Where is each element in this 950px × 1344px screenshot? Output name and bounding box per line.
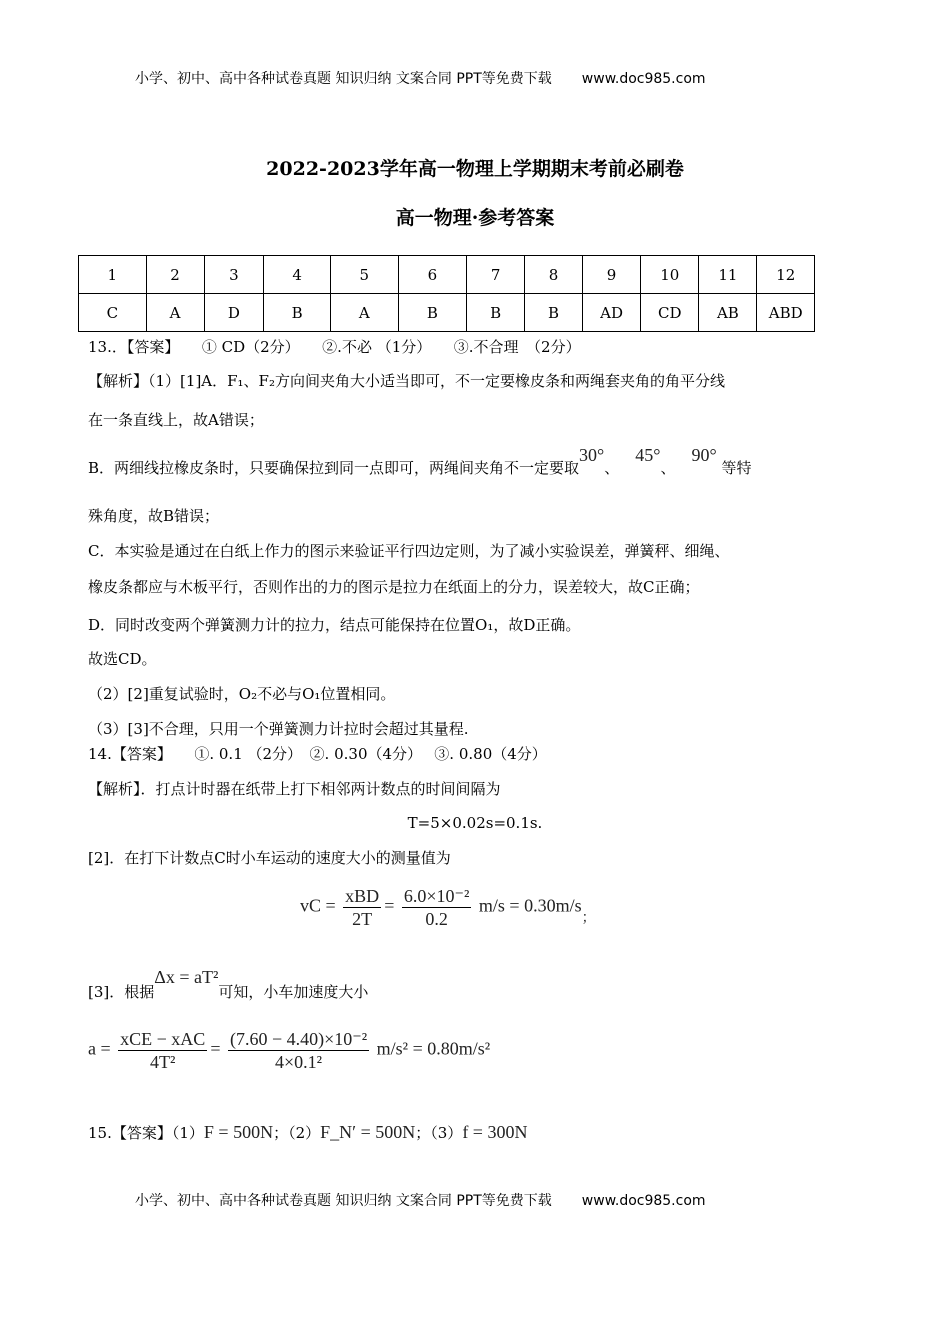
- q13-analysis-line: （2）[2]重复试验时，O₂不必与O₁位置相同。: [88, 685, 396, 703]
- fraction-numerator: 6.0×10⁻²: [403, 886, 470, 906]
- q13-analysis-line: B．两细线拉橡皮条时，只要确保拉到同一点即可，两绳间夹角不一定要取30°、45°、90° 等特: [88, 445, 752, 477]
- q13-answer: 13.．【答案】 ① CD（2分） ②.不必 （1分） ③.不合理 （2分）: [88, 338, 581, 356]
- question-number-cell: 2: [146, 256, 204, 294]
- text: B．两细线拉橡皮条时，只要确保拉到同一点即可，两绳间夹角不一定要取: [88, 459, 580, 477]
- q14-analysis-line: 【解析】．打点计时器在纸带上打下相邻两计数点的时间间隔为: [88, 780, 501, 798]
- q14-analysis-line: [88, 967, 369, 1002]
- footer-text: 小学、初中、高中各种试卷真题 知识归纳 文案合同 PPT等免费下载: [135, 1193, 552, 1209]
- question-number-cell: 6: [398, 256, 467, 294]
- page-header: [135, 69, 706, 89]
- part: （3）: [430, 1124, 463, 1142]
- question-number-cell: 7: [467, 256, 525, 294]
- text: 等特: [721, 459, 752, 477]
- document-title: 2022-2023学年高一物理上学期期末考前必刷卷: [266, 158, 684, 180]
- q15-answer: [88, 1122, 527, 1143]
- formula-rhs: m/s = 0.30m/s: [478, 895, 582, 916]
- header-url[interactable]: www.doc985.com: [581, 71, 706, 87]
- q14-period-equation: T=5×0.02s=0.1s.: [407, 814, 543, 832]
- answer-cell: B: [525, 294, 583, 332]
- page-footer: [135, 1191, 706, 1211]
- velocity-formula: vC = $\frac{\text{xBD}}{2T}$ = $\frac{\text{6.0×10⁻²}}{0.2}$ $m/s = 0.30m/s_;$: [300, 886, 596, 929]
- formula-lhs: vC =: [300, 895, 336, 916]
- answer-table: [78, 255, 815, 332]
- q14-analysis-line: [2]．在打下计数点C时小车运动的速度大小的测量值为: [88, 849, 451, 867]
- answer-cell: ABD: [757, 294, 815, 332]
- q14-answer: 14.【答案】 ①. 0.1 （2分） ②. 0.30（4分） ③. 0.80（4分）: [88, 745, 547, 763]
- q13-analysis-line: 【解析】（1）[1]A．F₁、F₂方向间夹角大小适当即可，不一定要橡皮条和两绳套夹角的角平分线: [88, 372, 725, 390]
- answer-cell: B: [467, 294, 525, 332]
- answer-cell: D: [204, 294, 264, 332]
- fraction-numerator: xCE − xAC: [120, 1029, 206, 1049]
- question-number-cell: 9: [583, 256, 641, 294]
- fraction-denominator: 2T: [352, 909, 373, 929]
- acceleration-formula: a = $\frac{\text{xCE − xAC}}{\text{4T²}}$ = $\frac{\text{(7.60 − 4.40)×10⁻²}}{\text{4×0.1²}}$ m/s² = 0.80m/s²: [88, 1029, 491, 1072]
- answer-cell: A: [331, 294, 399, 332]
- part: （1）: [171, 1124, 204, 1142]
- punct: ；: [581, 910, 596, 926]
- q13-analysis-line: 故选CD。: [88, 650, 157, 668]
- answer-cell: B: [264, 294, 331, 332]
- q13-analysis-line: 在一条直线上，故A错误；: [88, 411, 264, 429]
- answer-cell: C: [79, 294, 147, 332]
- q13-analysis-line: （3）[3]不合理，只用一个弹簧测力计拉时会超过其量程.: [88, 720, 469, 738]
- question-number-cell: 1: [79, 256, 147, 294]
- question-number-row: [79, 256, 815, 294]
- question-number-cell: 3: [204, 256, 264, 294]
- text: 可知，小车加速度大小: [218, 983, 369, 1001]
- fraction-numerator: xBD: [345, 886, 380, 906]
- answer-cell: B: [398, 294, 467, 332]
- answer-row: [79, 294, 815, 332]
- fraction-denominator: 4T²: [150, 1052, 176, 1072]
- fraction-denominator: 0.2: [425, 909, 448, 929]
- question-number-cell: 11: [699, 256, 757, 294]
- formula: f = 300N: [462, 1122, 528, 1142]
- header-text: 小学、初中、高中各种试卷真题 知识归纳 文案合同 PPT等免费下载: [135, 71, 552, 87]
- question-number-cell: 8: [525, 256, 583, 294]
- q13-analysis-line: D．同时改变两个弹簧测力计的拉力，结点可能保持在位置O₁，故D正确。: [88, 616, 581, 634]
- punct: ；: [415, 1124, 431, 1142]
- formula-rhs: m/s² = 0.80m/s²: [376, 1038, 491, 1059]
- formula-lhs: a =: [88, 1038, 111, 1059]
- angle-45: 45°: [635, 445, 661, 465]
- question-number-cell: 10: [641, 256, 699, 294]
- angle-30: 30°: [579, 445, 605, 465]
- formula: Δx = aT²: [154, 967, 219, 987]
- q13-analysis-line: 殊角度，故B错误；: [88, 507, 220, 525]
- q13-analysis-line: 橡皮条都应与木板平行，否则作出的力的图示是拉力在纸面上的分力，误差较大，故C正确；: [88, 578, 700, 596]
- question-number-cell: 5: [331, 256, 399, 294]
- punct: ；: [273, 1124, 289, 1142]
- part: （2）: [288, 1124, 321, 1142]
- text: [3]．根据: [88, 983, 155, 1001]
- answer-cell: A: [146, 294, 204, 332]
- answer-cell: CD: [641, 294, 699, 332]
- document-subtitle: 高一物理·参考答案: [395, 207, 555, 229]
- answer-cell: AB: [699, 294, 757, 332]
- q13-analysis-line: C．本实验是通过在白纸上作力的图示来验证平行四边定则，为了减小实验误差，弹簧秤、细绳、: [88, 542, 730, 560]
- fraction-denominator: 4×0.1²: [275, 1052, 323, 1072]
- formula: F_N′ = 500N: [320, 1122, 416, 1142]
- answer-cell: AD: [583, 294, 641, 332]
- question-number-cell: 4: [264, 256, 331, 294]
- footer-url[interactable]: www.doc985.com: [581, 1193, 706, 1209]
- question-number-cell: 12: [757, 256, 815, 294]
- formula: F = 500N: [203, 1122, 274, 1142]
- fraction-numerator: (7.60 − 4.40)×10⁻²: [229, 1029, 368, 1049]
- angle-90: 90°: [691, 445, 717, 465]
- label: 15.【答案】: [88, 1124, 172, 1142]
